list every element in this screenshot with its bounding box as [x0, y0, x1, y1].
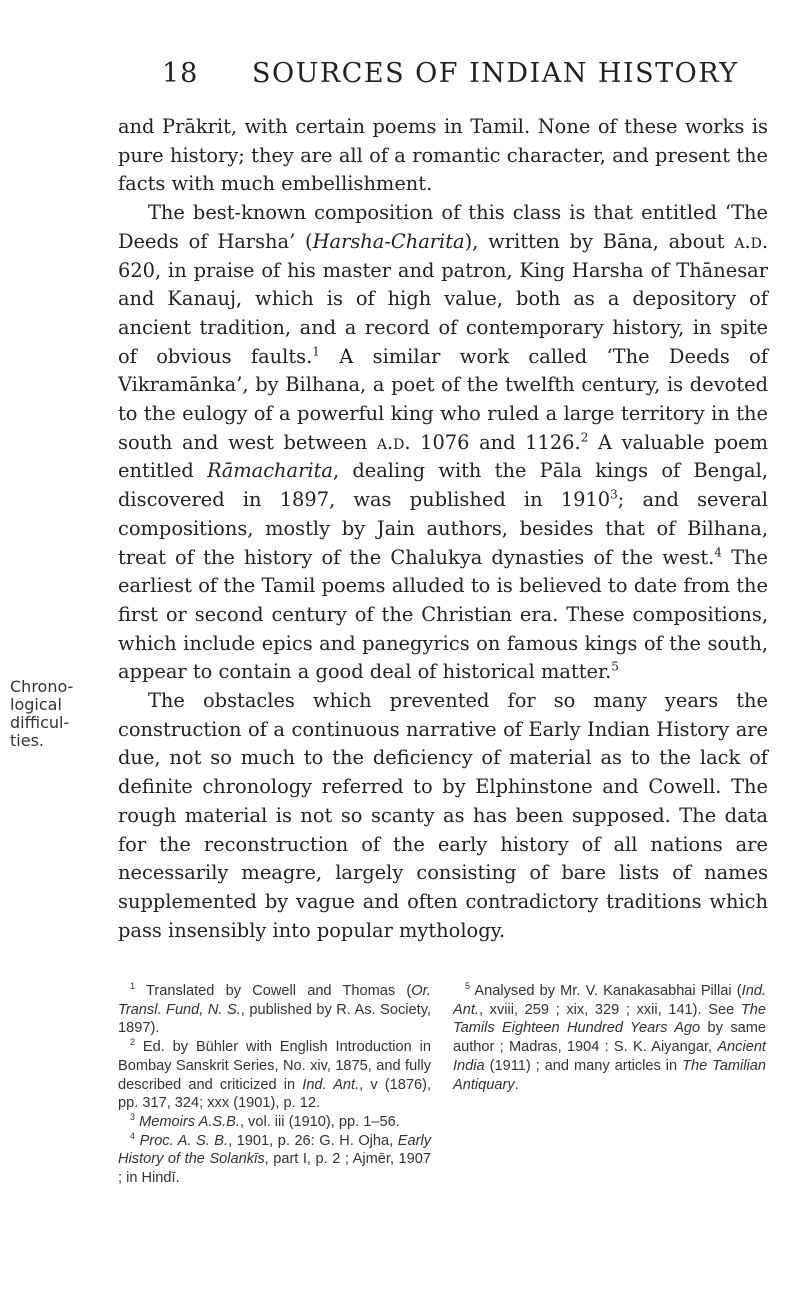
- footnote-4: $^4$ Proc. A. S. B., 1901, p. 26: G. H. Ojha, Early History of the Solankīs, part I, p. 2 ; Ajmēr, 1907 ; in Hindī.: [118, 1130, 432, 1187]
- footnote-ref: 5: [611, 659, 619, 674]
- paragraph: The best-known composition of this class is that entitled ‘The Deeds of Harsha’ (Harsha-Charita), written by Bāna, about a.d. 620, in praise of his master and patron, King Harsha of Thānesar and Kanauj, which is of high value, both as a depository of ancient tradition, and a record of contemporary history, in spite of obvious faults.$^1$ A similar work called ‘The Deeds of Vikramānka’, by Bilhana, a poet of the twelfth century, is devoted to the eulogy of a powerful king who ruled a large territory in the south and west between a.d. 1076 and 1126.$^2$ A valuable poem entitled Rāmacharita, dealing with the Pāla kings of Bengal, discovered in 1897, was published in 1910$^3$; and several compositions, mostly by Jain authors, besides that of Bilhana, treat of the history of the Chalukya dynasties of the west.$^4$ The earliest of the Tamil poems alluded to is believed to date from the first or second century of the Christian era. These compositions, which include epics and panegyrics on famous kings of the south, appear to contain a good deal of historical matter.$^5$: [118, 201, 769, 684]
- footnote-ref: 4: [714, 545, 722, 560]
- footnote-1: $^1$ Translated by Cowell and Thomas (Or. Transl. Fund, N. S., published by R. As. Society, 1897).: [118, 981, 431, 1037]
- footnote-ref: 2: [580, 430, 589, 445]
- footnote-3: $^3$ Memoirs A.S.B., vol. iii (1910), pp. 1–56.: [130, 1112, 400, 1130]
- margin-note: [10, 678, 90, 750]
- page-header: [162, 58, 762, 98]
- paragraph: and Prākrit, with certain poems in Tamil. None of these works is pure history; they are all of a romantic character, and present the facts with much embellishment.: [118, 115, 768, 196]
- margin-note-line: Chrono-: [10, 677, 74, 696]
- footnote-ref: 3: [610, 487, 618, 502]
- footnote-5: $^5$ Analysed by Mr. V. Kanakasabhai Pillai (Ind. Ant., xviii, 259 ; xix, 329 ; xxii, 141). See The Tamils Eighteen Hundred Years Ago by same author ; Madras, 1904 : S. K. Aiyangar, Ancient India (1911) ; and many articles in The Tamilian Antiquary.: [453, 981, 767, 1093]
- footnotes-left-column: [118, 982, 431, 1188]
- margin-note-line: difficul-: [10, 713, 70, 732]
- margin-note-line: logical: [10, 695, 62, 714]
- footnote-2: $^2$ Ed. by Bühler with English Introduction in Bombay Sanskrit Series, No. xiv, 1875, and fully described and criticized in Ind. Ant., v (1876), pp. 317, 324; xxx (1901), p. 12.: [118, 1037, 431, 1112]
- running-title: SOURCES OF INDIAN HISTORY: [252, 58, 739, 89]
- page-number: 18: [162, 58, 199, 89]
- margin-note-line: ties.: [10, 731, 44, 750]
- footnote-ref: 1: [312, 344, 320, 359]
- body-text: [118, 113, 768, 945]
- paragraph: The obstacles which prevented for so many years the construction of a continuous narrative of Early Indian History are due, not so much to the deficiency of material as to the lack of definite chronology referred to by Elphinstone and Cowell. The rough material is not so scanty as has been supposed. The data for the reconstruction of the early history of all nations are necessarily meagre, largely consisting of bare lists of names supplemented by vague and often contradictory traditions which pass insensibly into popular mythology.: [118, 689, 768, 942]
- footnotes-right-column: [453, 982, 766, 1094]
